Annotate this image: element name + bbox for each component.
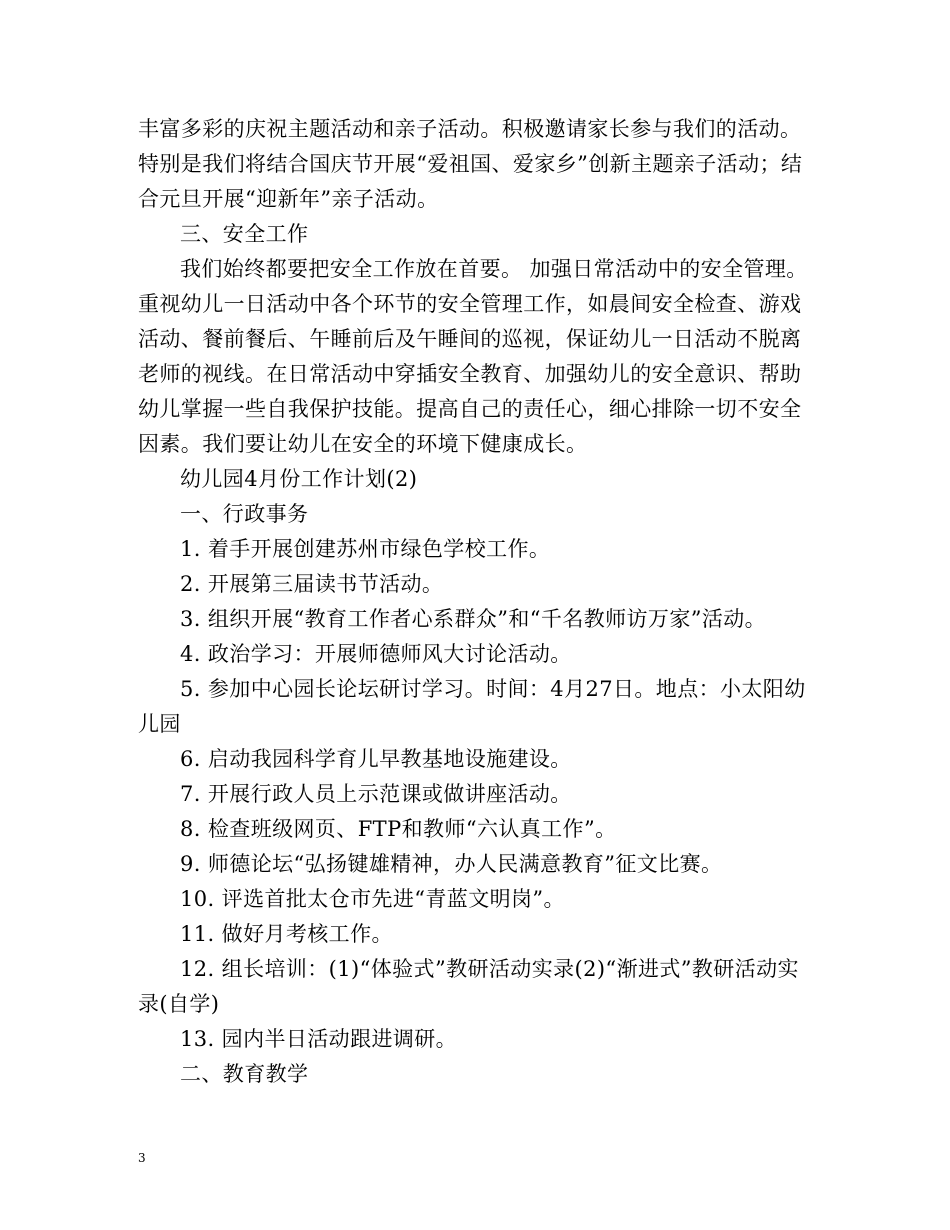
paragraph-celebration-activities: 丰富多彩的庆祝主题活动和亲子活动。积极邀请家长参与我们的活动。特别是我们将结合国庆节开展“爱祖国、爱家乡”创新主题亲子活动；结合元旦开展“迎新年”亲子活动。: [138, 117, 803, 211]
list-item: 13. 园内半日活动跟进调研。: [180, 1027, 458, 1051]
heading-administrative-affairs: 一、行政事务: [180, 502, 309, 526]
heading-education-teaching: 二、教育教学: [180, 1062, 309, 1086]
list-item: 8. 检查班级网页、FTP和教师“六认真工作”。: [180, 817, 617, 841]
list-item: 3. 组织开展“教育工作者心系群众”和“千名教师访万家”活动。: [180, 607, 767, 631]
list-item: 6. 启动我园科学育儿早教基地设施建设。: [180, 747, 572, 771]
paragraph-safety-management: 我们始终都要把安全工作放在首要。 加强日常活动中的安全管理。重视幼儿一日活动中各个环节的安全管理工作，如晨间安全检查、游戏活动、餐前餐后、午睡前后及午睡间的巡视，保证幼儿一日活动不脱离老师的视线。在日常活动中穿插安全教育、加强幼儿的安全意识、帮助幼儿掌握一些自我保护技能。提高自己的责任心，细心排除一切不安全因素。我们要让幼儿在安全的环境下健康成长。: [138, 257, 808, 456]
list-item: 11. 做好月考核工作。: [180, 922, 393, 946]
list-item: 9. 师德论坛“弘扬键雄精神，办人民满意教育”征文比赛。: [180, 852, 723, 876]
page-number: 3: [138, 1151, 146, 1165]
list-item: 4. 政治学习：开展师德师风大讨论活动。: [180, 642, 572, 666]
plan-title: 幼儿园4月份工作计划(2): [180, 467, 418, 491]
list-item: 12. 组长培训：(1)“体验式”教研活动实录(2)“渐进式”教研活动实录(自学): [138, 957, 799, 1016]
document-body: [138, 112, 818, 1092]
list-item: 1. 着手开展创建苏州市绿色学校工作。: [180, 537, 551, 561]
heading-safety-work: 三、安全工作: [180, 222, 309, 246]
list-item: 2. 开展第三届读书节活动。: [180, 572, 444, 596]
list-item: 7. 开展行政人员上示范课或做讲座活动。: [180, 782, 572, 806]
list-item: 5. 参加中心园长论坛研讨学习。时间：4月27日。地点：小太阳幼儿园: [138, 677, 806, 736]
list-item: 10. 评选首批太仓市先进“青蓝文明岗”。: [180, 887, 565, 911]
